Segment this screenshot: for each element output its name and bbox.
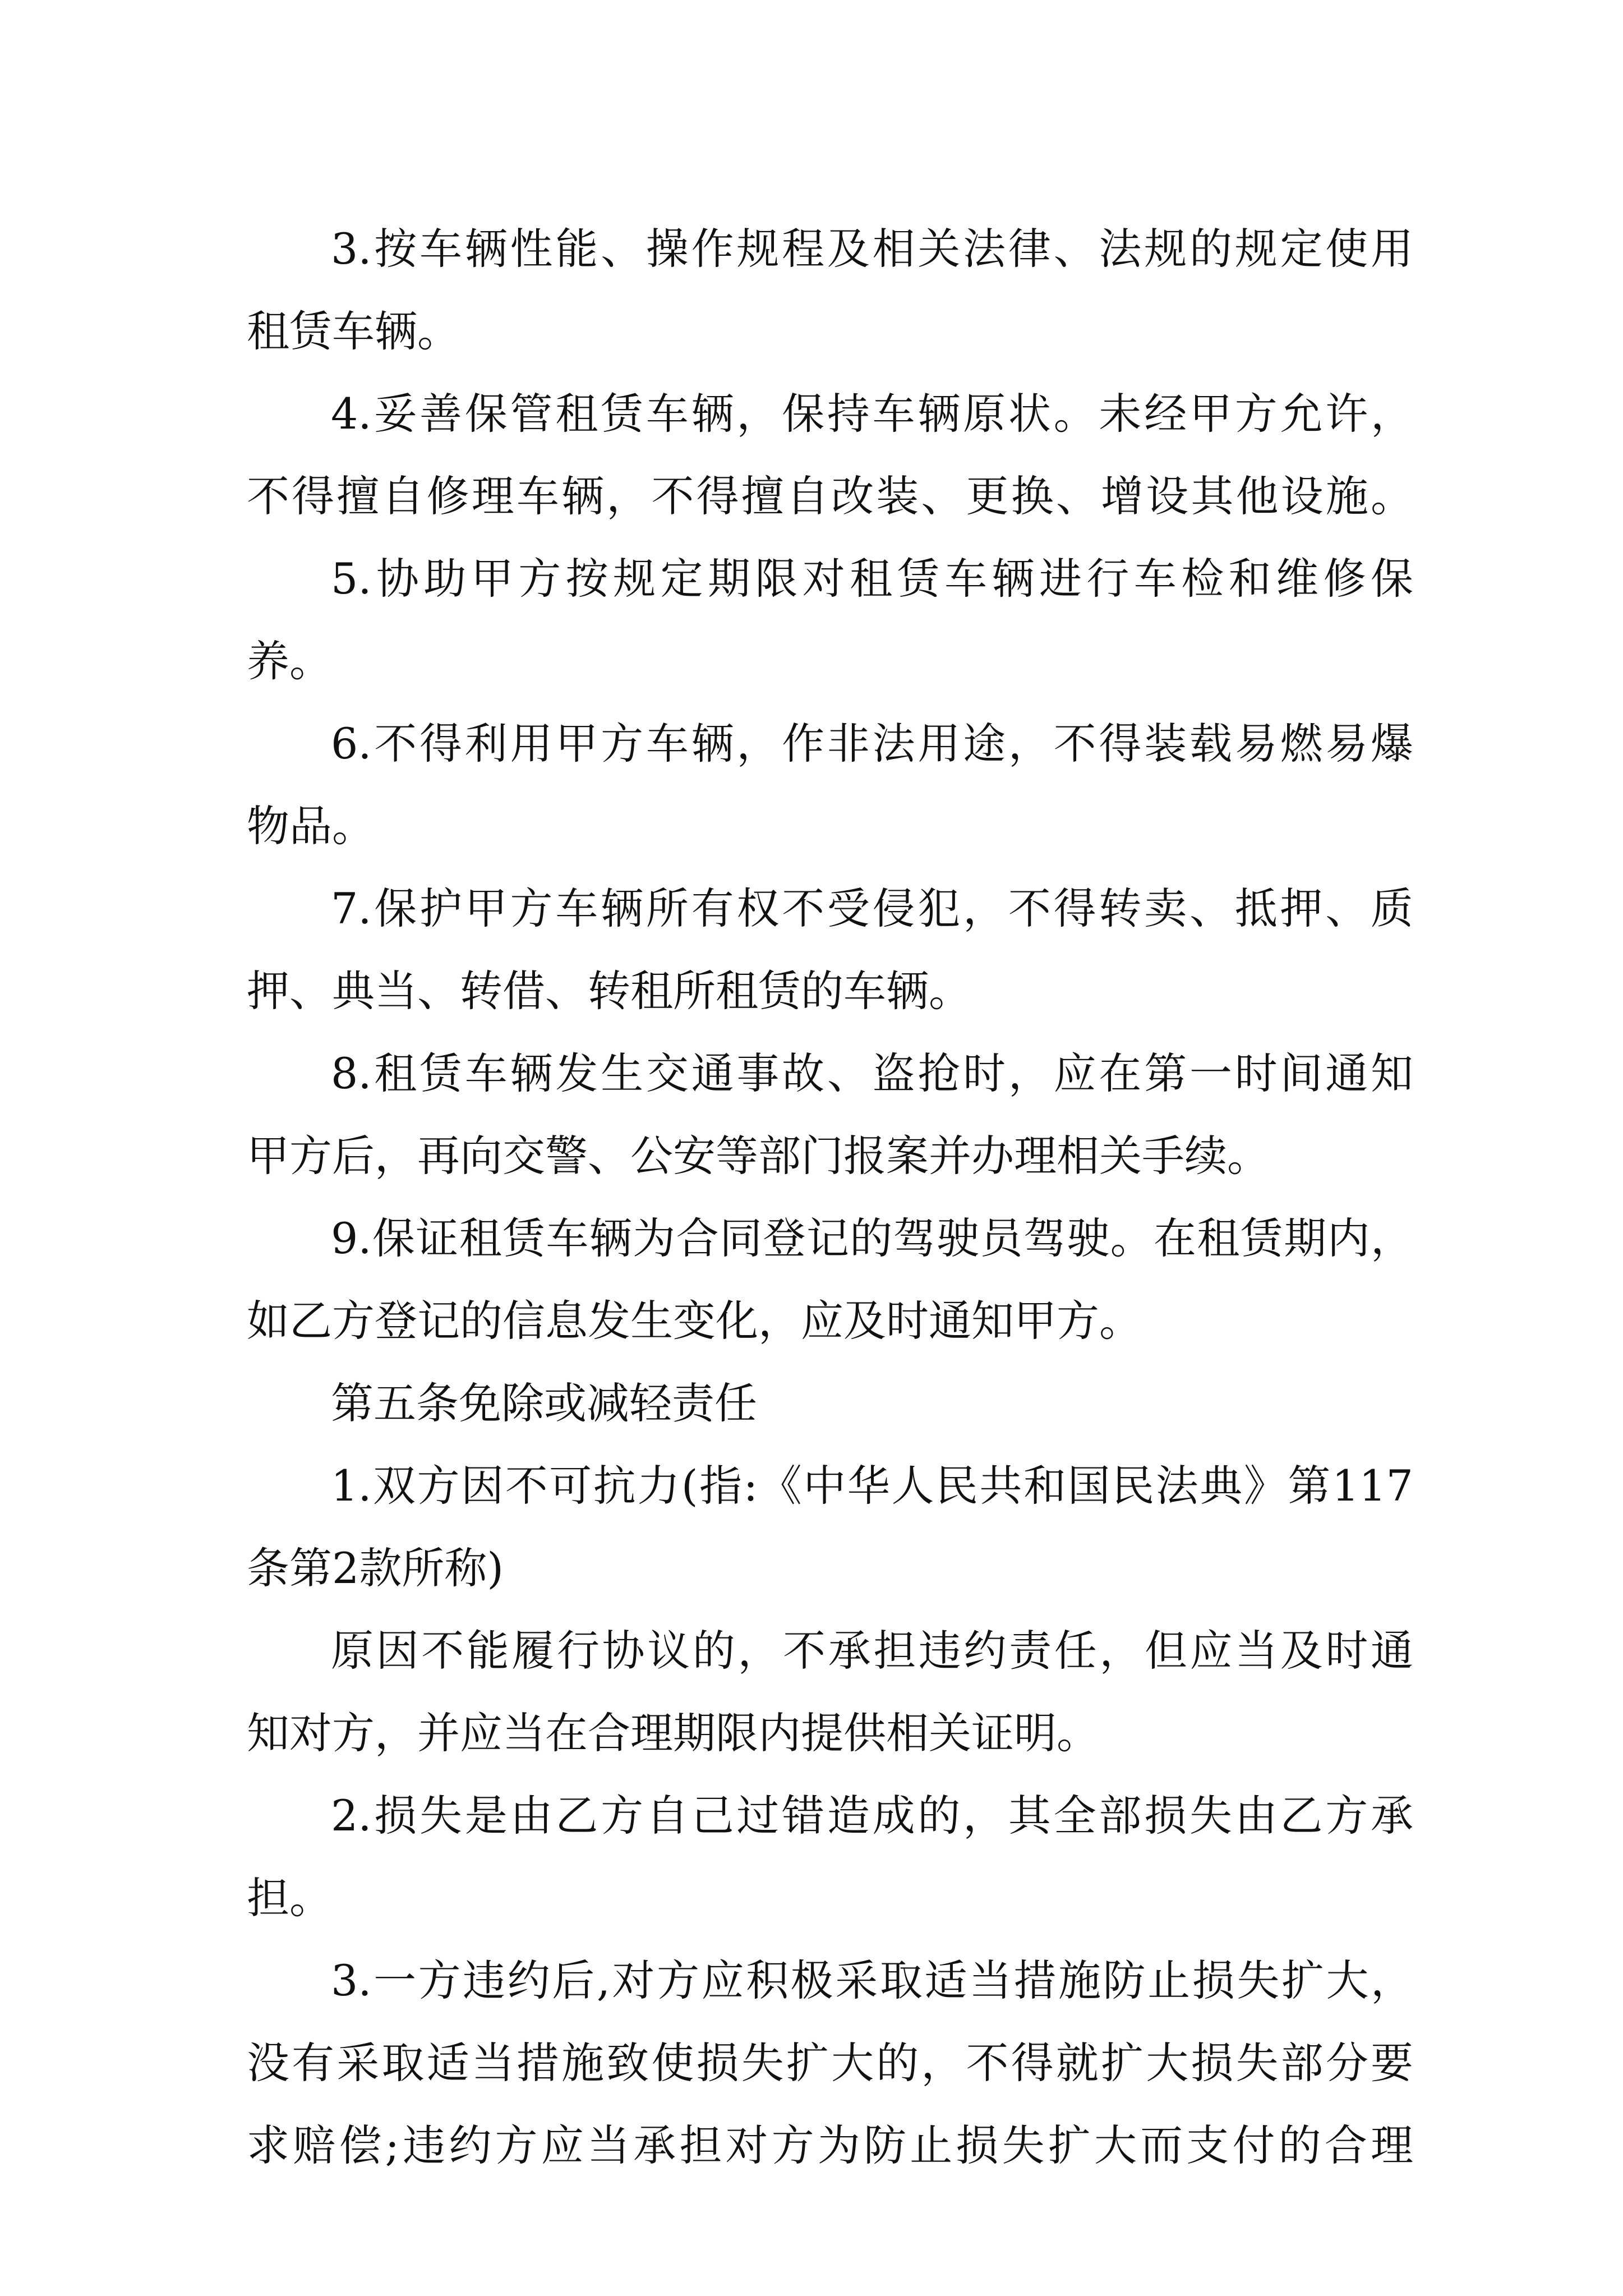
paragraph-line: 4.妥善保管租赁车辆，保持车辆原状。未经甲方允许，: [331, 389, 1413, 439]
document-body: [247, 208, 1413, 2187]
paragraph-line: 甲方后，再向交警、公安等部门报案并办理相关手续。: [247, 1131, 1270, 1181]
paragraph-line: 租赁车辆。: [247, 306, 460, 356]
paragraph-line: 3.一方违约后,对方应积极采取适当措施防止损失扩大，: [331, 1955, 1413, 2005]
paragraph-line: 求赔偿;违约方应当承担对方为防止损失扩大而支付的合理: [247, 2120, 1413, 2170]
paragraph-line: 3.按车辆性能、操作规程及相关法律、法规的规定使用: [331, 224, 1413, 274]
paragraph-line: 原因不能履行协议的，不承担违约责任，但应当及时通: [331, 1626, 1413, 1676]
paragraph-line: 养。: [247, 636, 332, 686]
paragraph-line: 2.损失是由乙方自己过错造成的，其全部损失由乙方承: [331, 1791, 1413, 1841]
paragraph-line: 担。: [247, 1873, 332, 1923]
paragraph-line: 5.协助甲方按规定期限对租赁车辆进行车检和维修保: [331, 554, 1413, 604]
paragraph-line: 不得擅自修理车辆，不得擅自改装、更换、增设其他设施。: [247, 471, 1413, 521]
section-heading: 第五条免除或减轻责任: [331, 1378, 757, 1428]
paragraph-line: 押、典当、转借、转租所租赁的车辆。: [247, 966, 971, 1016]
paragraph-line: 9.保证租赁车辆为合同登记的驾驶员驾驶。在租赁期内，: [331, 1213, 1413, 1263]
paragraph-line: 没有采取适当措施致使损失扩大的，不得就扩大损失部分要: [247, 2038, 1413, 2088]
paragraph-line: 7.保护甲方车辆所有权不受侵犯，不得转卖、抵押、质: [331, 884, 1413, 933]
paragraph-line: 知对方，并应当在合理期限内提供相关证明。: [247, 1708, 1099, 1758]
paragraph-line: 条第2款所称): [247, 1543, 504, 1593]
paragraph-line: 物品。: [247, 801, 375, 851]
paragraph-line: 1.双方因不可抗力(指:《中华人民共和国民法典》第117: [331, 1461, 1413, 1511]
paragraph-line: 8.租赁车辆发生交通事故、盗抢时，应在第一时间通知: [331, 1048, 1413, 1098]
paragraph-line: 6.不得利用甲方车辆，作非法用途，不得装载易燃易爆: [331, 719, 1413, 769]
paragraph-line: 如乙方登记的信息发生变化，应及时通知甲方。: [247, 1296, 1142, 1346]
